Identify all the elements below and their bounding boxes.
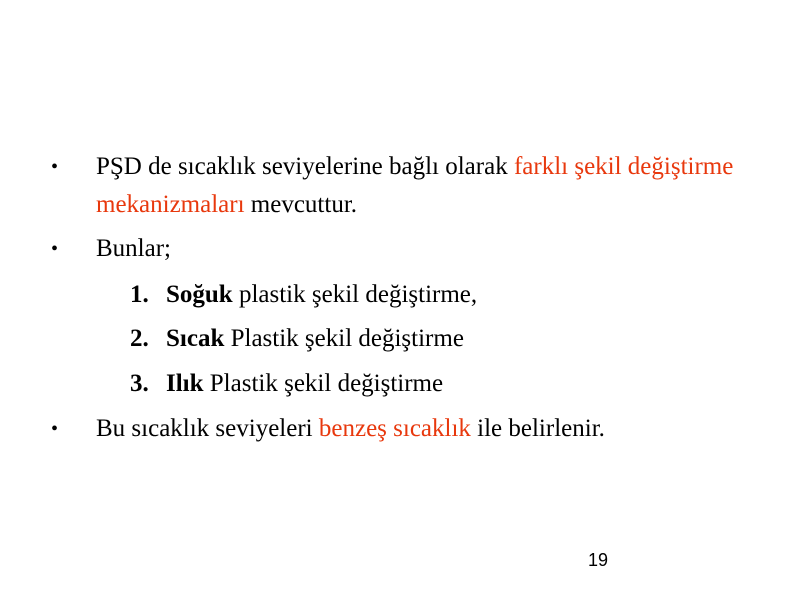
numbered-item (130, 320, 464, 358)
item-rest: plastik şekil değiştirme, (232, 281, 478, 308)
bullet-icon: • (51, 238, 59, 260)
bullet-text-post: mevcuttur. (244, 191, 358, 218)
bullet-text: Bunlar; (96, 235, 171, 262)
item-rest: Plastik şekil değiştirme (203, 370, 444, 397)
item-number: 2. (130, 325, 149, 352)
highlight-text: farklı şekil değiştirme mekanizmaları (96, 153, 734, 218)
bullet-text (96, 148, 776, 224)
bullet-text (96, 410, 776, 448)
bullet-icon: • (51, 156, 59, 178)
numbered-item (130, 276, 477, 314)
item-keyword: Sıcak (166, 325, 225, 352)
item-number: 1. (130, 281, 149, 308)
item-number: 3. (130, 370, 149, 397)
bullet-text-pre: Bu sıcaklık seviyeleri (96, 415, 319, 442)
numbered-item (130, 365, 443, 403)
item-rest: Plastik şekil değiştirme (224, 325, 464, 352)
bullet-icon: • (51, 418, 59, 440)
bullet-text-pre: PŞD de sıcaklık seviyelerine bağlı olarak (96, 153, 514, 180)
page-number: 19 (587, 550, 609, 570)
item-keyword: Ilık (166, 370, 204, 397)
highlight-text: benzeş sıcaklık (318, 415, 471, 442)
item-keyword: Soğuk (166, 281, 233, 308)
bullet-text-post: ile belirlenir. (470, 415, 605, 442)
